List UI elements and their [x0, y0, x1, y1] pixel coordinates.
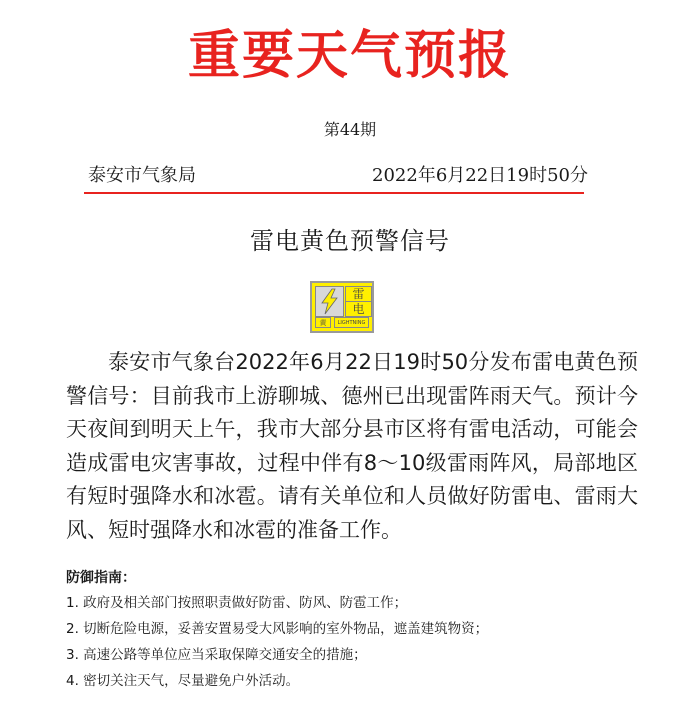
- list-item: 2. 切断危险电源，妥善安置易受大风影响的室外物品，遮盖建筑物资；: [66, 621, 489, 637]
- signal-char-top: 雷: [345, 286, 372, 302]
- issue-datetime: 2022年6月22日19时50分: [372, 165, 588, 186]
- issuer-name: 泰安市气象局: [88, 165, 196, 186]
- signal-footer-label: 黄: [315, 317, 331, 328]
- lightning-yellow-warning-icon: [310, 281, 374, 333]
- issuer-row: [88, 164, 588, 188]
- list-item: 4. 密切关注天气，尽量避免户外活动。: [66, 673, 300, 689]
- list-item: 3. 高速公路等单位应当采取保障交通安全的措施；: [66, 647, 367, 663]
- list-item: 1. 政府及相关部门按照职责做好防雷、防风、防雹工作；: [66, 595, 408, 611]
- document-headline: 重要天气预报: [187, 25, 512, 86]
- signal-char-bottom: 电: [345, 301, 372, 317]
- warning-title: 雷电黄色预警信号: [250, 227, 450, 255]
- guide-list: [66, 590, 646, 694]
- red-divider: [84, 192, 584, 194]
- signal-footer-text: LIGHTNING: [334, 317, 369, 328]
- warning-body: 泰安市气象台2022年6月22日19时50分发布雷电黄色预警信号：目前我市上游聊城、德州已出现雷阵雨天气。预计今天夜间到明天上午，我市大部分县市区将有雷电活动，可能会造成雷电灾害事故，过程中伴有8～10级雷雨阵风，局部地区有短时强降水和冰雹。请有关单位和人员做好防雷电、雷雨大风、短时强降水和冰雹的准备工作。: [66, 350, 638, 542]
- lightning-bolt-icon: [315, 286, 344, 317]
- guide-title: 防御指南：: [66, 570, 136, 586]
- issue-number: 第44期: [323, 120, 377, 139]
